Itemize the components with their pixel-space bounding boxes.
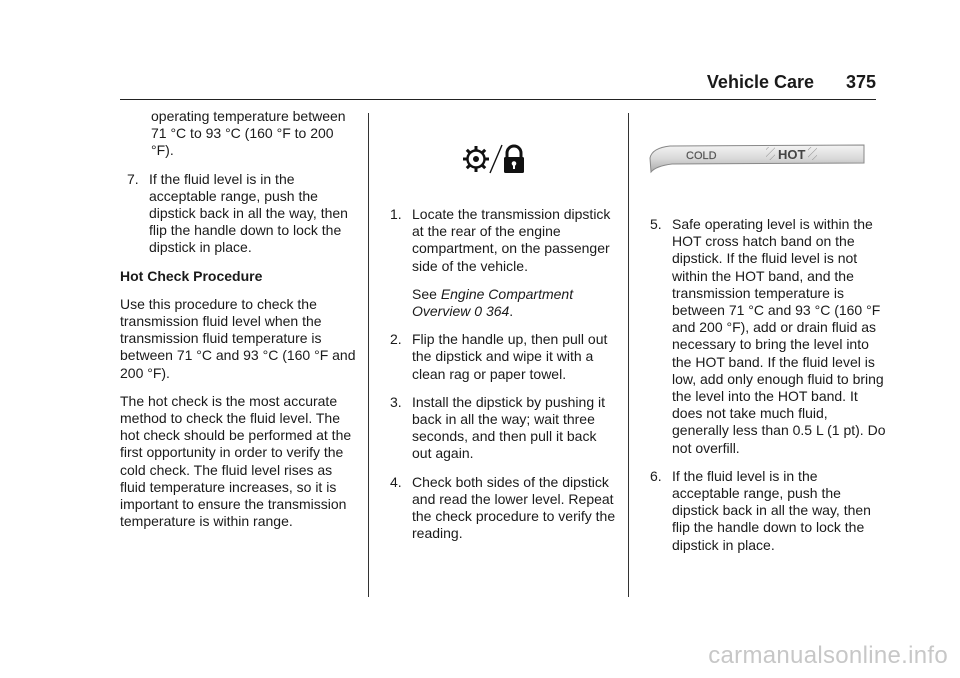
see-prefix: See: [412, 285, 437, 302]
step-text: Flip the handle up, then pull out the dipstick and wipe it with a clean rag or paper towel.: [412, 331, 608, 382]
step-3: [390, 394, 618, 463]
step-text: If the fluid level is in the acceptable range, push the dipstick back in all the way, then flip the handle down to lock the dipstick in place.: [672, 467, 871, 553]
step-text: If the fluid level is in the acceptable range, push the dipstick back in all the way, then flip the handle down to lock the dipstick in place.: [149, 170, 348, 256]
dipstick-illustration: [648, 140, 866, 176]
column-divider-2: [628, 113, 629, 597]
hot-check-heading: Hot Check Procedure: [120, 267, 263, 284]
paragraph: The hot check is the most accurate method to check the fluid level. The hot check should be performed at the first opportunity in order to verify the cold check. The fluid level rises as fluid temperature increases, so it is important to ensure the transmission temperature is within range.: [120, 392, 352, 530]
step-number: 5.: [650, 216, 662, 232]
see-reference: [390, 286, 618, 320]
step-4: [390, 474, 618, 543]
section-title: Vehicle Care: [706, 72, 814, 92]
see-period: .: [509, 303, 514, 320]
warning-icons: [460, 142, 536, 176]
step-text: Check both sides of the dipstick and read the lower level. Repeat the check procedure to verify the reading.: [412, 473, 616, 542]
cross-reference-link[interactable]: Engine Compartment Overview: [412, 285, 574, 320]
step-number: 7.: [127, 170, 139, 187]
step-text: Safe operating level is within the HOT cross hatch band on the dipstick. If the fluid level is not within the HOT band, and the transmission temperature is between 71 °C and 93 °C (160 °F and 200 °F), add or drain fluid as necessary to bring the level into the HOT band. If the fluid level is low, add only enough fluid to bring the level into the HOT band. It does not take much fluid, generally less than 0.5 L (1 pt). Do not overfill.: [672, 216, 886, 456]
transmission-gear-icon: [460, 142, 536, 176]
step-text: Install the dipstick by pushing it back in all the way; wait three seconds, and then pull it back out again.: [412, 393, 605, 462]
step-1: [390, 206, 618, 275]
padlock-icon: [504, 146, 524, 173]
paragraph: Use this procedure to check the transmission fluid level when the transmission fluid temperature is between 71 °C and 93 °C (160 °F and 200 °F).: [120, 295, 356, 381]
page-number: 375: [845, 72, 876, 92]
page-ref-number[interactable]: 364: [485, 303, 510, 320]
watermark: carmanualsonline.info: [708, 642, 948, 669]
page-ref-symbol: 0: [474, 303, 483, 320]
step-7: [120, 171, 358, 257]
dipstick-hot-label: HOT: [778, 147, 806, 162]
page-header: [120, 0, 876, 100]
step-number: 1.: [390, 206, 402, 222]
continued-text: operating temperature between 71 °C to 93 °C (160 °F to 200 °F).: [151, 108, 346, 159]
step-number: 2.: [390, 331, 402, 348]
column-right: [650, 216, 886, 565]
column-middle: [390, 206, 618, 553]
step-number: 4.: [390, 473, 402, 490]
step-number: 3.: [390, 393, 402, 410]
step-text: Locate the transmission dipstick at the rear of the engine compartment, on the passenger side of the vehicle.: [412, 206, 611, 274]
step-2: [390, 331, 618, 383]
column-divider-1: [368, 113, 369, 597]
step-5: [650, 216, 886, 457]
column-left: [120, 108, 358, 541]
step-6: [650, 468, 886, 554]
step-number: 6.: [650, 467, 662, 484]
dipstick-cold-label: COLD: [686, 150, 717, 162]
